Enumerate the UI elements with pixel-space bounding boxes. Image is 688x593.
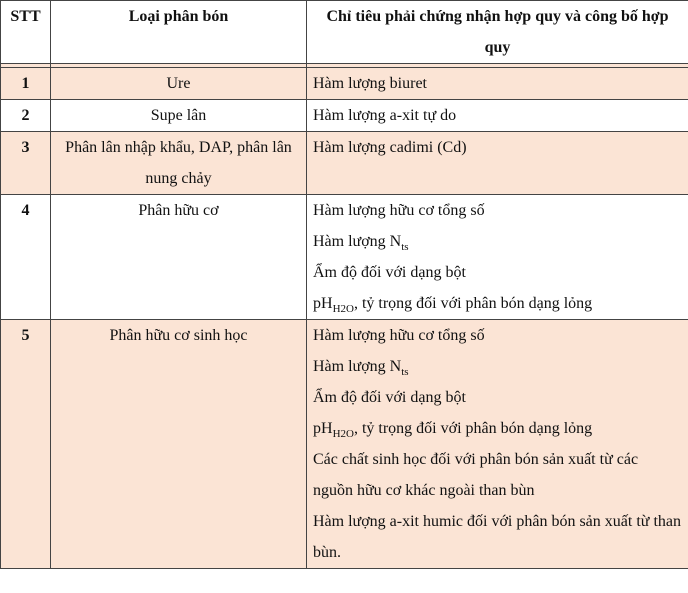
row-criteria — [307, 320, 688, 569]
criteria-text: , tỷ trọng đối với phân bón dạng lỏng — [353, 420, 593, 437]
criteria-text: Hàm lượng N — [313, 358, 402, 375]
header-type: Loại phân bón — [51, 1, 307, 64]
criteria-text: , tỷ trọng đối với phân bón dạng lỏng — [353, 295, 593, 312]
row-stt: 5 — [1, 320, 51, 569]
criteria-subscript: H2O — [332, 303, 354, 315]
row-stt: 2 — [1, 100, 51, 132]
row-criteria: Hàm lượng biuret — [307, 68, 688, 100]
row-criteria: Hàm lượng a-xit tự do — [307, 100, 688, 132]
table-header-row — [1, 1, 688, 64]
criteria-line: Ẩm độ đối với dạng bột — [313, 264, 466, 281]
row-stt: 4 — [1, 195, 51, 320]
table-row — [1, 132, 688, 195]
criteria-line — [313, 288, 682, 319]
criteria-subscript: ts — [401, 241, 409, 253]
row-criteria — [307, 195, 688, 320]
header-criteria: Chỉ tiêu phải chứng nhận hợp quy và công bố hợp quy — [307, 1, 688, 64]
criteria-subscript: H2O — [332, 428, 354, 440]
criteria-line: Các chất sinh học đối với phân bón sản xuất từ các nguồn hữu cơ khác ngoài than bùn — [313, 451, 639, 499]
criteria-text: pH — [313, 295, 333, 312]
row-stt: 1 — [1, 68, 51, 100]
criteria-line: Hàm lượng hữu cơ tổng số — [313, 327, 485, 344]
criteria-line: Ẩm độ đối với dạng bột — [313, 389, 466, 406]
table-row — [1, 68, 688, 100]
row-type: Ure — [51, 68, 307, 100]
row-type: Phân hữu cơ — [51, 195, 307, 320]
row-type: Phân lân nhập khẩu, DAP, phân lân nung chảy — [51, 132, 307, 195]
criteria-line — [313, 413, 682, 444]
criteria-line — [313, 351, 682, 382]
row-stt: 3 — [1, 132, 51, 195]
criteria-text: Hàm lượng N — [313, 233, 402, 250]
table-row — [1, 320, 688, 569]
row-type: Supe lân — [51, 100, 307, 132]
row-criteria: Hàm lượng cadimi (Cd) — [307, 132, 688, 195]
criteria-line: Hàm lượng hữu cơ tổng số — [313, 202, 485, 219]
criteria-line: Hàm lượng a-xit humic đối với phân bón sản xuất từ than bùn. — [313, 513, 681, 561]
header-stt: STT — [1, 1, 51, 64]
criteria-line — [313, 226, 682, 257]
row-type: Phân hữu cơ sinh học — [51, 320, 307, 569]
table-row — [1, 195, 688, 320]
criteria-subscript: ts — [401, 366, 409, 378]
table-row — [1, 100, 688, 132]
criteria-text: pH — [313, 420, 333, 437]
